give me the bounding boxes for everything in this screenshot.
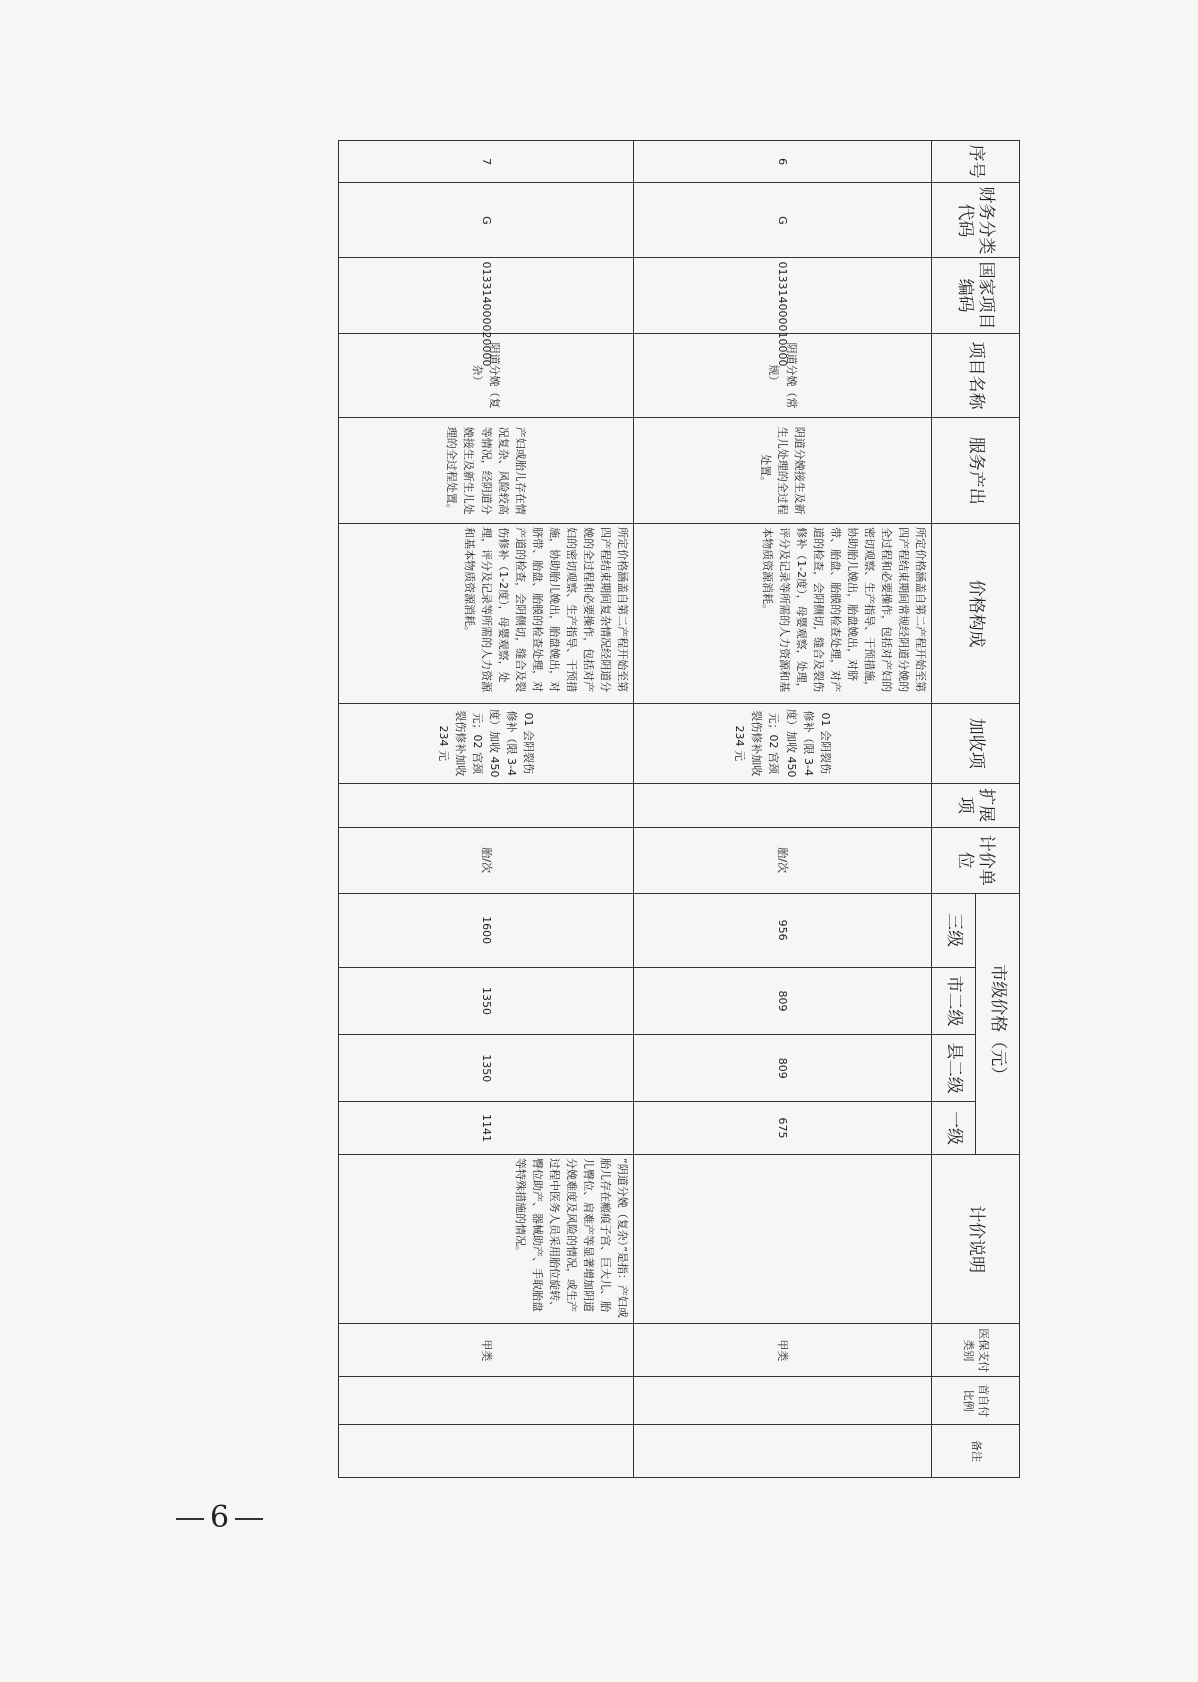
cell-seq: 6 xyxy=(634,141,932,183)
cell-fin-code: G xyxy=(339,183,634,258)
header-unit: 计价单位 xyxy=(932,827,1020,893)
cell-ext xyxy=(634,783,932,827)
cell-city2: 1350 xyxy=(339,967,634,1035)
cell-pricing-note: “阴道分娩（复杂）”是指：产妇或胎儿存在瘢痕子宫、巨大儿、胎儿臀位、肩难产等显著增加阴道分娩难度及风险的情况，或生产过程中医务人员采用胎位旋转、臀位助产、器械助产、手取胎盘等特殊措施的情况。 xyxy=(339,1155,634,1324)
cell-lvl1: 1141 xyxy=(339,1102,634,1155)
header-self-ratio: 首自付比例 xyxy=(932,1377,1020,1425)
header-output: 服务产出 xyxy=(932,418,1020,524)
table-row xyxy=(339,141,634,1478)
header-lvl1: 一级 xyxy=(932,1102,976,1155)
header-composition: 价格构成 xyxy=(932,524,1020,704)
header-name: 项目名称 xyxy=(932,333,1020,418)
header-pricing-note: 计价说明 xyxy=(932,1155,1020,1324)
page-number-dash-right xyxy=(235,1518,263,1520)
cell-extra: 01 会阴裂伤修补（限 3-4 度）加收 450 元；02 宫颈裂伤修补加收 234 元 xyxy=(339,704,634,783)
cell-self-ratio xyxy=(634,1377,932,1425)
header-county2: 县二级 xyxy=(932,1035,976,1102)
cell-remark xyxy=(634,1424,932,1477)
header-lvl3: 三级 xyxy=(932,893,976,967)
header-extra: 加收项 xyxy=(932,704,1020,783)
cell-name: 阴道分娩（复杂） xyxy=(339,333,634,418)
cell-self-ratio xyxy=(339,1377,634,1425)
cell-remark xyxy=(339,1424,634,1477)
cell-composition: 所定价格涵盖自第二产程开始至第四产程结束期间常规经阴道分娩的全过程和必要操作，包括对产妇的密切观察、生产指导、干预措施，协助胎儿娩出，胎盘娩出，对脐带、胎盘、胎膜的检查处理，对产道的检查，会阴侧切，缝合及裂伤修补（1-2度），母婴观察，处理，评分及记录等所需的人力资源和基本物质资源消耗。 xyxy=(634,524,932,704)
cell-lvl1: 675 xyxy=(634,1102,932,1155)
cell-fin-code: G xyxy=(634,183,932,258)
cell-county2: 809 xyxy=(634,1035,932,1102)
header-remark: 备注 xyxy=(932,1424,1020,1477)
header-nat-code: 国家项目编码 xyxy=(932,258,1020,333)
cell-composition: 所定价格涵盖自第二产程开始至第四产程结束期间复杂情况经阴道分娩的全过程和必要操作，包括对产妇的密切观察、生产指导、干预措施，协助胎儿娩出，胎盘娩出，对脐带、胎盘、胎膜的检查处理，对产道的检查，会阴侧切，缝合及裂伤修补（1-2度），母婴观察，处理，评分及记录等所需的人力资源和基本物质资源消耗。 xyxy=(339,524,634,704)
header-ins-type: 医保支付类别 xyxy=(932,1324,1020,1377)
cell-ins-type: 甲类 xyxy=(634,1324,932,1377)
header-seq: 序号 xyxy=(932,141,1020,183)
cell-name: 阴道分娩（常规） xyxy=(634,333,932,418)
page-number-value: 6 xyxy=(210,1500,230,1535)
header-fin-code: 财务分类代码 xyxy=(932,183,1020,258)
cell-seq: 7 xyxy=(339,141,634,183)
cell-unit: 胎/次 xyxy=(339,827,634,893)
page-number-dash-left xyxy=(176,1518,204,1520)
cell-extra: 01 会阴裂伤修补（限 3-4 度）加收 450 元；02 宫颈裂伤修补加收 234 元 xyxy=(634,704,932,783)
header-city2: 市二级 xyxy=(932,967,976,1035)
cell-output: 阴道分娩接生及新生儿处理的全过程处置。 xyxy=(634,418,932,524)
cell-pricing-note xyxy=(634,1155,932,1324)
cell-county2: 1350 xyxy=(339,1035,634,1102)
cell-output: 产妇或胎儿存在情况复杂、风险较高等情况，经阴道分娩接生及新生儿处理的全过程处置。 xyxy=(339,418,634,524)
cell-lvl3: 956 xyxy=(634,893,932,967)
cell-ext xyxy=(339,783,634,827)
cell-city2: 809 xyxy=(634,967,932,1035)
cell-nat-code: 013314000020000 xyxy=(339,258,634,333)
cell-ins-type: 甲类 xyxy=(339,1324,634,1377)
rotated-price-table-container xyxy=(145,140,1020,1478)
cell-unit: 胎/次 xyxy=(634,827,932,893)
header-city-price: 市级价格（元） xyxy=(976,893,1020,1154)
page-number xyxy=(170,1500,269,1535)
cell-nat-code: 013314000010000 xyxy=(634,258,932,333)
cell-lvl3: 1600 xyxy=(339,893,634,967)
header-ext: 扩展项 xyxy=(932,783,1020,827)
table-row xyxy=(634,141,932,1478)
price-table xyxy=(338,140,1020,1478)
